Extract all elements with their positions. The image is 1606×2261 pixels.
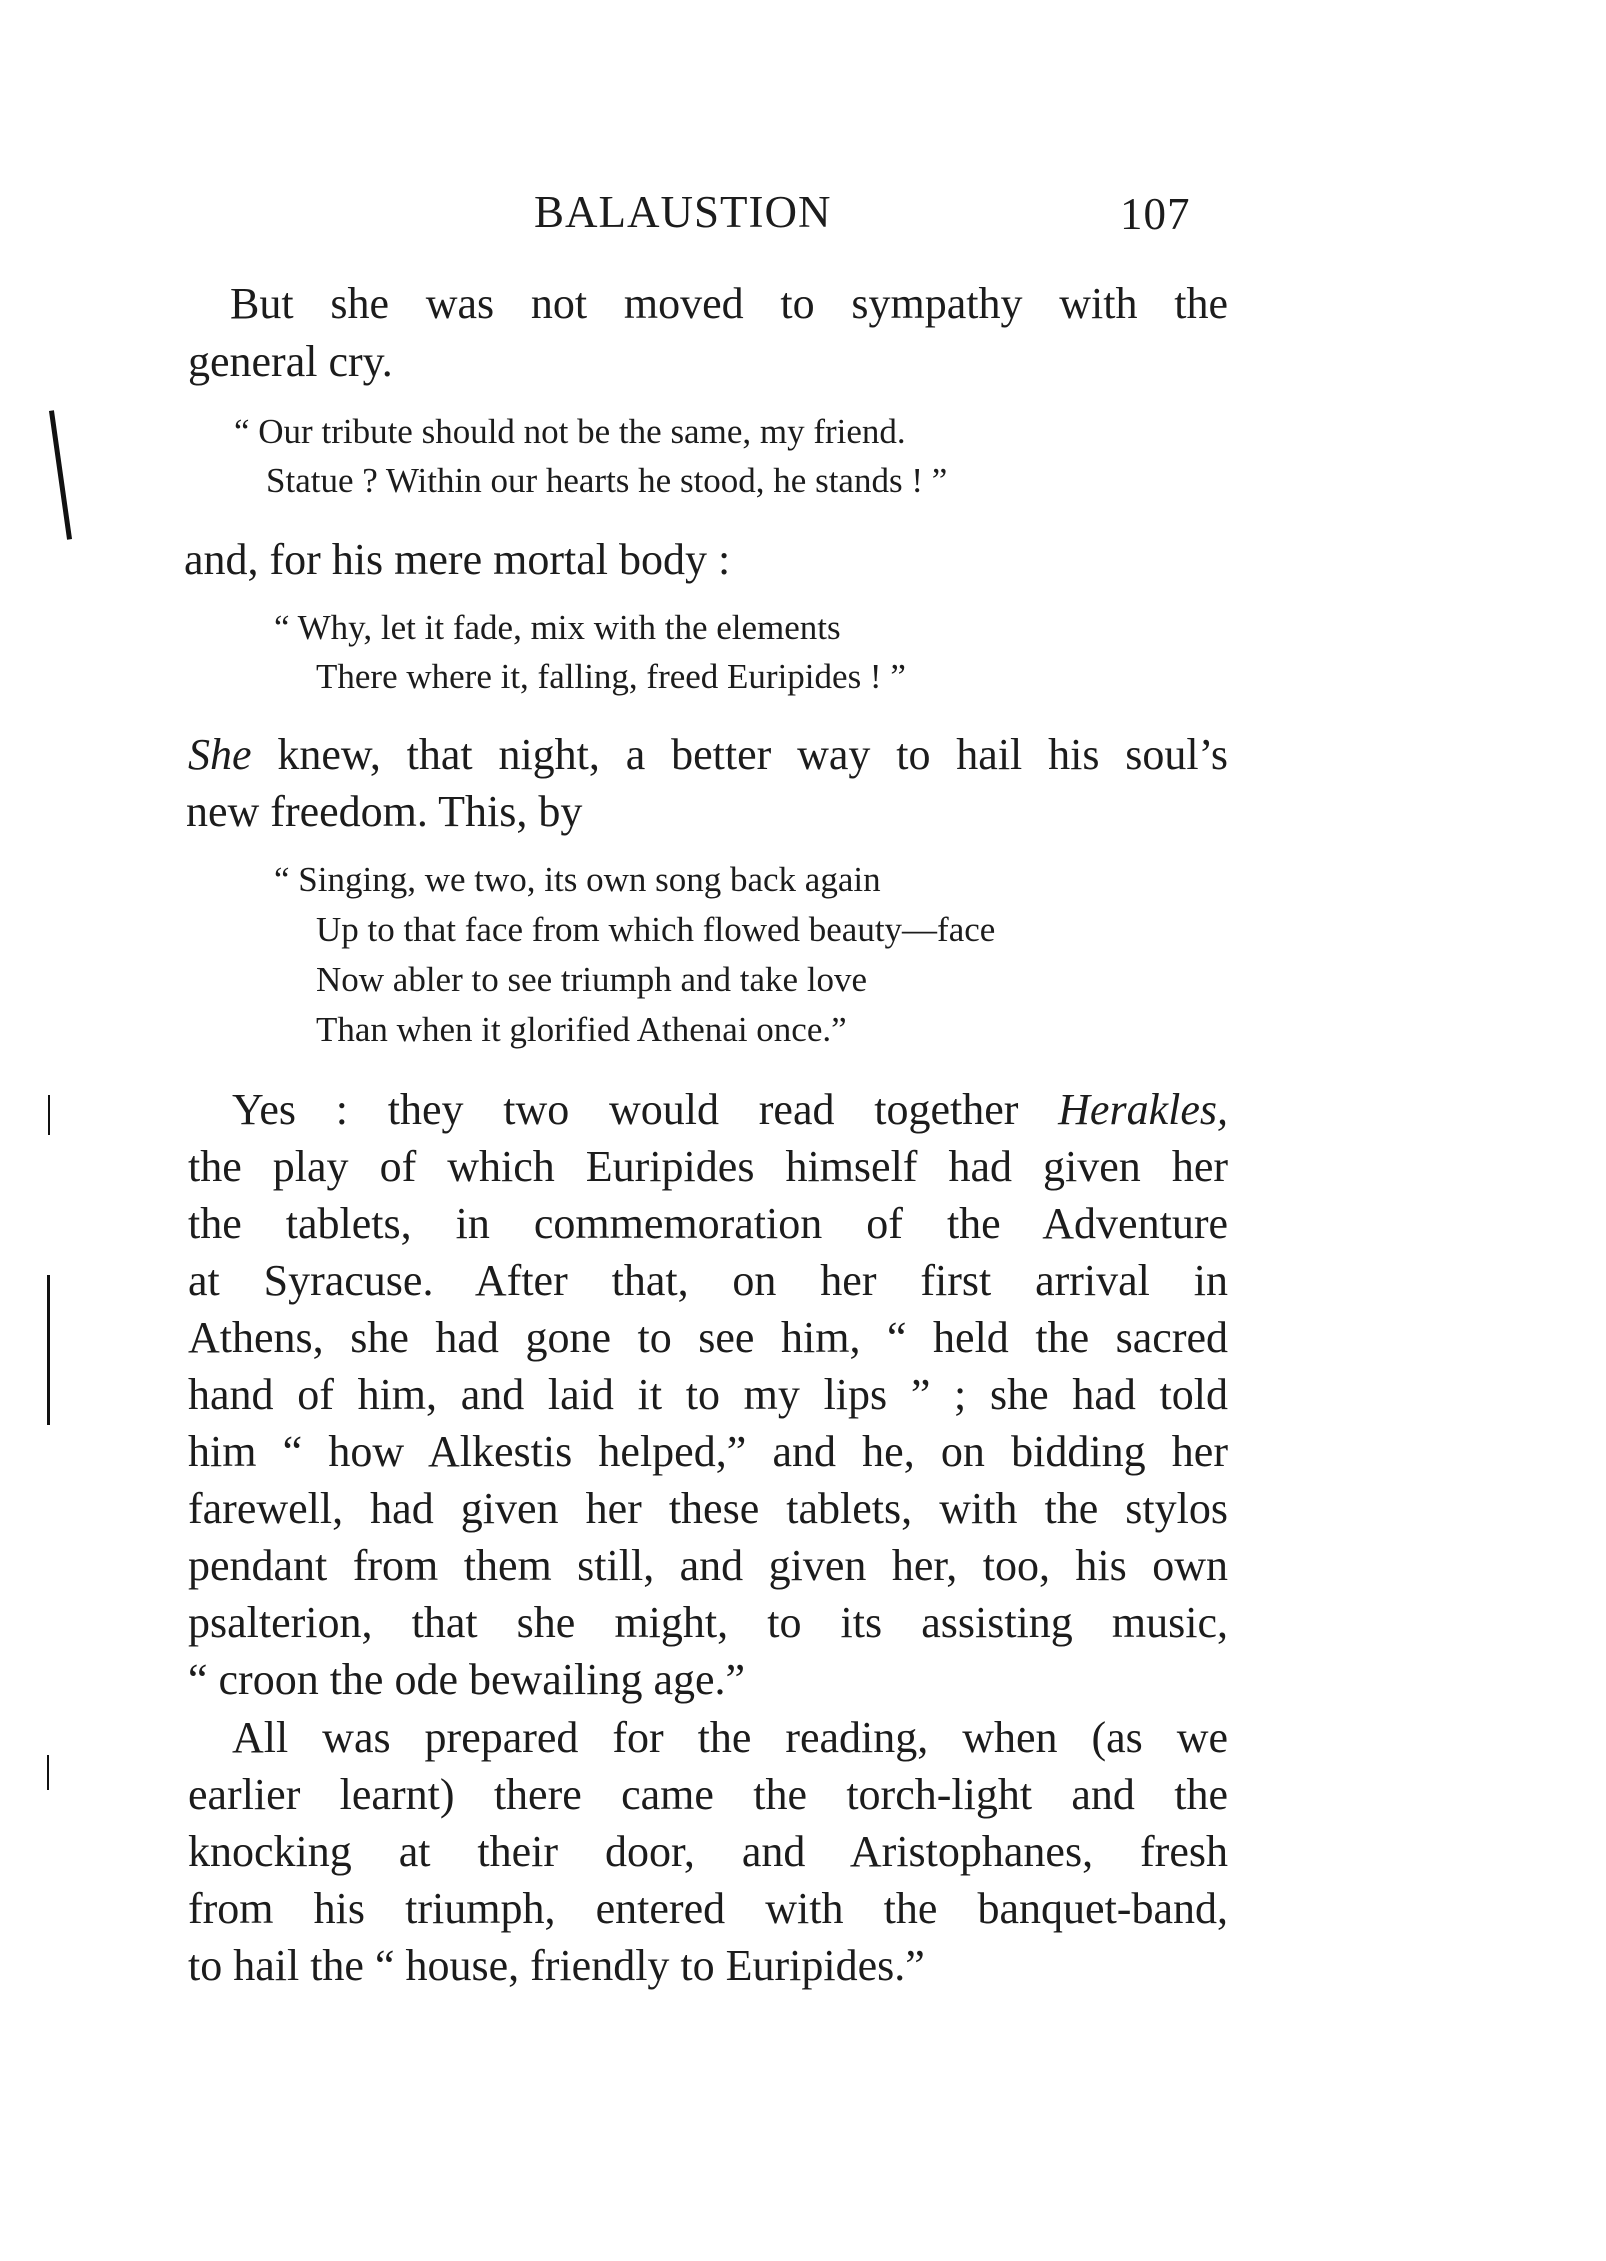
- text-line: him “ how Alkestis helped,” and he, on bidding her: [188, 1427, 1228, 1476]
- verse-line: “ Why, let it fade, mix with the elements: [274, 608, 841, 647]
- text-line: the play of which Euripides himself had given her: [188, 1142, 1228, 1191]
- text-line: All was prepared for the reading, when (as we: [232, 1713, 1228, 1762]
- verse-line: Up to that face from which flowed beauty—face: [316, 910, 996, 949]
- text-line: Athens, she had gone to see him, “ held the sacred: [188, 1313, 1228, 1362]
- margin-mark: [48, 1095, 50, 1135]
- text-line: general cry.: [188, 337, 393, 386]
- text-line: knocking at their door, and Aristophanes, fresh: [188, 1827, 1228, 1876]
- text-line: pendant from them still, and given her, too, his own: [188, 1541, 1228, 1590]
- text-line: hand of him, and laid it to my lips ” ; she had told: [188, 1370, 1228, 1419]
- verse-line: “ Our tribute should not be the same, my friend.: [234, 412, 906, 451]
- text-line: new freedom. This, by: [186, 787, 583, 836]
- running-title: BALAUSTION: [534, 187, 832, 237]
- italic-title: Herakles,: [1058, 1085, 1228, 1134]
- text-line: earlier learnt) there came the torch-light and the: [188, 1770, 1228, 1819]
- text-line: at Syracuse. After that, on her first arrival in: [188, 1256, 1228, 1305]
- text-line: to hail the “ house, friendly to Euripides.”: [188, 1941, 925, 1990]
- text-line: and, for his mere mortal body :: [184, 535, 731, 584]
- text-line: farewell, had given her these tablets, with the stylos: [188, 1484, 1228, 1533]
- text-line: She knew, that night, a better way to hail his soul’s: [188, 730, 1228, 779]
- italic-word: She: [188, 730, 252, 779]
- page-number: 107: [1120, 189, 1191, 239]
- verse-line: There where it, falling, freed Euripides ! ”: [316, 657, 906, 696]
- verse-line: Than when it glorified Athenai once.”: [316, 1010, 847, 1049]
- verse-line: Now abler to see triumph and take love: [316, 960, 868, 999]
- text-line: psalterion, that she might, to its assisting music,: [188, 1598, 1228, 1647]
- running-header: [0, 182, 1606, 252]
- verse-line: Statue ? Within our hearts he stood, he stands ! ”: [266, 461, 948, 500]
- text-line: the tablets, in commemoration of the Adventure: [188, 1199, 1228, 1248]
- text-line: “ croon the ode bewailing age.”: [188, 1655, 746, 1704]
- text-line: from his triumph, entered with the banquet-band,: [188, 1884, 1228, 1933]
- margin-mark: [47, 1275, 50, 1425]
- margin-mark: [49, 410, 72, 539]
- text-line: But she was not moved to sympathy with the: [230, 279, 1228, 328]
- text-line: Yes : they two would read together Herakles,: [232, 1085, 1228, 1134]
- verse-line: “ Singing, we two, its own song back again: [274, 860, 881, 899]
- margin-mark: [47, 1755, 49, 1790]
